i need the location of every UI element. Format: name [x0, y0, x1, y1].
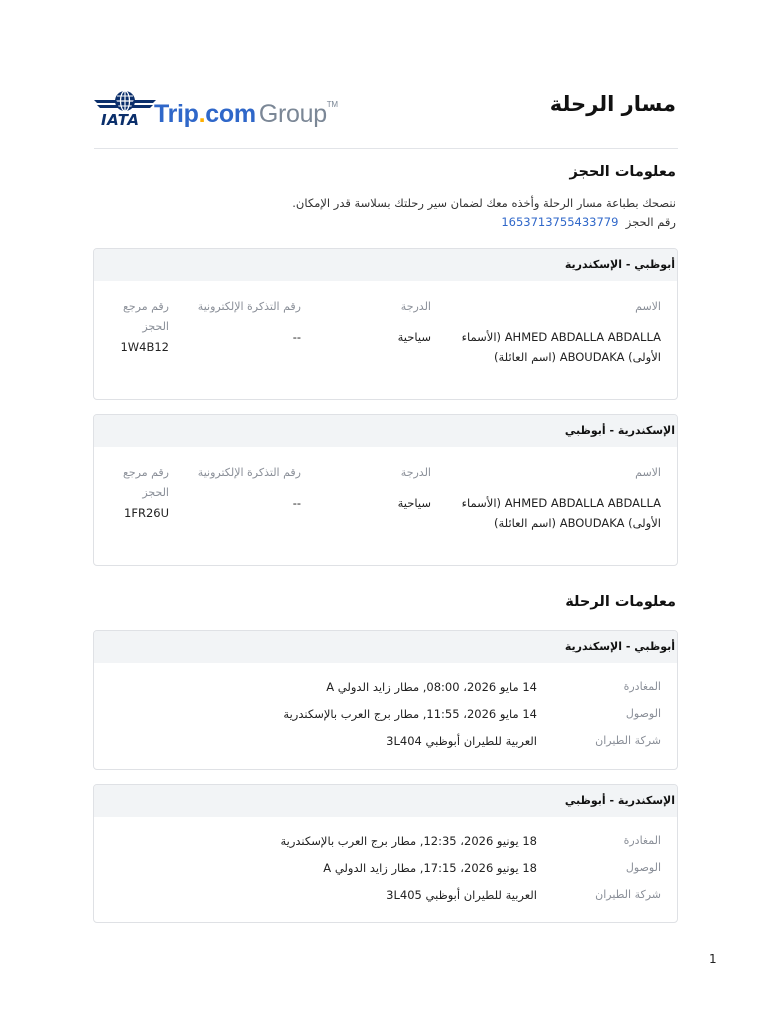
class-value: سياحية [397, 496, 431, 510]
name-column [431, 297, 661, 367]
departure-value: 14 مايو 2026، 08:00, مطار زايد الدولي A [326, 680, 537, 694]
ref-label-line1: رقم مرجع [122, 300, 169, 313]
name-label: الاسم [635, 466, 661, 479]
ticket-value: -- [292, 330, 301, 344]
ticket-column [161, 463, 301, 513]
card-header [94, 249, 677, 281]
passenger-name-line1: AHMED ABDALLA ABDALLA (الأسماء [461, 496, 661, 510]
airline-row [94, 888, 677, 908]
trip-com-group-logo [94, 90, 338, 134]
departure-label: المغادرة [623, 834, 661, 847]
card-header [94, 785, 677, 817]
booking-number-label: رقم الحجز [625, 215, 676, 229]
booking-info-heading: معلومات الحجز [569, 164, 676, 180]
passenger-name-line2: الأولى) ABOUDAKA (اسم العائلة) [494, 516, 661, 530]
arrival-row [94, 861, 677, 881]
arrival-label: الوصول [625, 861, 661, 874]
class-column [331, 297, 431, 347]
page-title: مسار الرحلة [549, 92, 676, 116]
iata-wordmark: IATA [101, 111, 140, 129]
class-label: الدرجة [400, 466, 431, 479]
class-label: الدرجة [400, 300, 431, 313]
ref-label-line2: الحجز [142, 486, 169, 499]
airline-value: العربية للطيران أبوظبي 3L405 [386, 888, 537, 902]
route-title: أبوظبي - الإسكندرية [564, 640, 675, 653]
passenger-card [93, 414, 678, 566]
arrival-label: الوصول [625, 707, 661, 720]
arrival-row [94, 707, 677, 727]
class-column [331, 463, 431, 513]
ref-value: 1FR26U [124, 506, 169, 520]
departure-row [94, 834, 677, 854]
route-title: أبوظبي - الإسكندرية [564, 258, 675, 271]
route-title: الإسكندرية - أبوظبي [564, 794, 675, 807]
airline-row [94, 734, 677, 754]
airline-label: شركة الطيران [595, 888, 661, 901]
page-header [94, 86, 678, 149]
airline-label: شركة الطيران [595, 734, 661, 747]
ticket-column [161, 297, 301, 347]
ticket-label: رقم التذكرة الإلكترونية [197, 300, 301, 313]
ref-column [99, 463, 169, 523]
departure-row [94, 680, 677, 700]
ticket-value: -- [292, 496, 301, 510]
name-column [431, 463, 661, 533]
card-header [94, 415, 677, 447]
passenger-card [93, 248, 678, 400]
ref-column [99, 297, 169, 357]
trip-wordmark: Trip.com Group™ [154, 100, 338, 128]
ticket-label: رقم التذكرة الإلكترونية [197, 466, 301, 479]
ref-value: 1W4B12 [120, 340, 169, 354]
wings-icon [94, 98, 156, 112]
flight-info-heading: معلومات الرحلة [565, 594, 676, 610]
route-title: الإسكندرية - أبوظبي [564, 424, 675, 437]
ref-label-line2: الحجز [142, 320, 169, 333]
arrival-value: 14 مايو 2026، 11:55, مطار برج العرب بالإسكندرية [283, 707, 537, 721]
class-value: سياحية [397, 330, 431, 344]
passenger-name-line1: AHMED ABDALLA ABDALLA (الأسماء [461, 330, 661, 344]
departure-label: المغادرة [623, 680, 661, 693]
arrival-value: 18 يونيو 2026، 17:15, مطار زايد الدولي A [323, 861, 537, 875]
name-label: الاسم [635, 300, 661, 313]
page-number: 1 [709, 952, 717, 966]
flight-card [93, 630, 678, 770]
airline-value: العربية للطيران أبوظبي 3L404 [386, 734, 537, 748]
passenger-name-line2: الأولى) ABOUDAKA (اسم العائلة) [494, 350, 661, 364]
print-advice-text: ننصحك بطباعة مسار الرحلة وأخذه معك لضمان سير رحلتك بسلاسة قدر الإمكان. [292, 196, 676, 210]
booking-number-line [501, 215, 676, 229]
flight-card [93, 784, 678, 923]
booking-number: 1653713755433779 [501, 215, 619, 229]
departure-value: 18 يونيو 2026، 12:35, مطار برج العرب بالإسكندرية [280, 834, 537, 848]
ref-label-line1: رقم مرجع [122, 466, 169, 479]
card-header [94, 631, 677, 663]
